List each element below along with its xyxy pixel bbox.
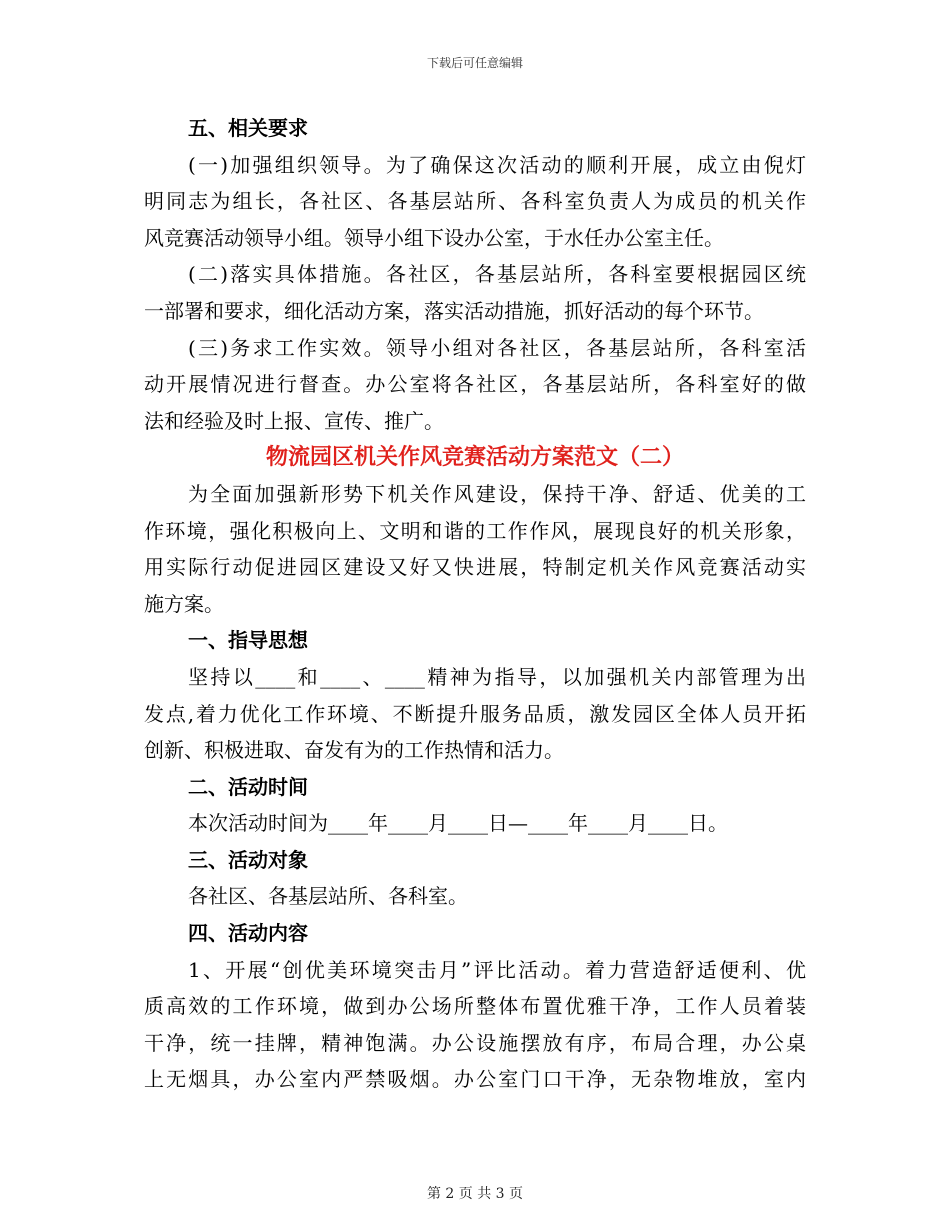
paragraph-line: 明同志为组长，各社区、各基层站所、各科室负责人为成员的机关作 bbox=[144, 189, 806, 214]
section-5-heading: 五、相关要求 bbox=[188, 116, 308, 140]
paragraph-line: 发点,着力优化工作环境、不断提升服务品质，激发园区全体人员开拓 bbox=[144, 701, 806, 726]
paragraph-line: 风竞赛活动领导小组。领导小组下设办公室，于水任办公室主任。 bbox=[144, 225, 724, 250]
paragraph-line: 本次活动时间为____年____月____日—____年____月____日。 bbox=[188, 811, 728, 836]
document-body bbox=[144, 110, 806, 1098]
paragraph-line: 一部署和要求，细化活动方案，落实活动措施，抓好活动的每个环节。 bbox=[144, 298, 764, 323]
page-header-note: 下载后可任意编辑 bbox=[426, 56, 523, 70]
section-1-heading: 一、指导思想 bbox=[188, 628, 308, 653]
document-title: 物流园区机关作风竞赛活动方案范文（二） bbox=[265, 444, 684, 471]
section-3-heading: 三、活动对象 bbox=[188, 847, 308, 872]
paragraph-line: (二)落实具体措施。各社区，各基层站所，各科室要根据园区统 bbox=[188, 262, 806, 287]
paragraph-line: 作环境，强化积极向上、文明和谐的工作作风，展现良好的机关形象， bbox=[144, 518, 806, 543]
paragraph-line: (三)务求工作实效。领导小组对各社区，各基层站所，各科室活 bbox=[188, 335, 806, 360]
paragraph-line: 动开展情况进行督查。办公室将各社区，各基层站所，各科室好的做 bbox=[144, 372, 806, 397]
paragraph-line: 施方案。 bbox=[144, 591, 224, 616]
paragraph-line: 上无烟具，办公室内严禁吸烟。办公室门口干净，无杂物堆放，室内 bbox=[144, 1067, 806, 1092]
page-number: 第 2 页 共 3 页 bbox=[426, 1186, 524, 1202]
section-2-heading: 二、活动时间 bbox=[188, 774, 308, 799]
paragraph-line: 法和经验及时上报、宣传、推广。 bbox=[144, 408, 444, 433]
paragraph-line: 干净，统一挂牌，精神饱满。办公设施摆放有序，布局合理，办公桌 bbox=[144, 1030, 806, 1055]
paragraph-line: (一)加强组织领导。为了确保这次活动的顺利开展，成立由倪灯 bbox=[188, 152, 806, 177]
paragraph-line: 创新、积极进取、奋发有为的工作热情和活力。 bbox=[144, 738, 564, 763]
paragraph-line: 1、开展“创优美环境突击月”评比活动。着力营造舒适便利、优 bbox=[188, 957, 806, 982]
paragraph-line: 坚持以____和____、____精神为指导，以加强机关内部管理为出 bbox=[188, 664, 806, 689]
paragraph-line: 各社区、各基层站所、各科室。 bbox=[188, 884, 468, 909]
paragraph-line: 为全面加强新形势下机关作风建设，保持干净、舒适、优美的工 bbox=[188, 481, 806, 506]
paragraph-line: 用实际行动促进园区建设又好又快进展，特制定机关作风竞赛活动实 bbox=[144, 555, 806, 580]
section-4-heading: 四、活动内容 bbox=[188, 921, 308, 946]
paragraph-line: 质高效的工作环境，做到办公场所整体布置优雅干净，工作人员着装 bbox=[144, 994, 806, 1019]
